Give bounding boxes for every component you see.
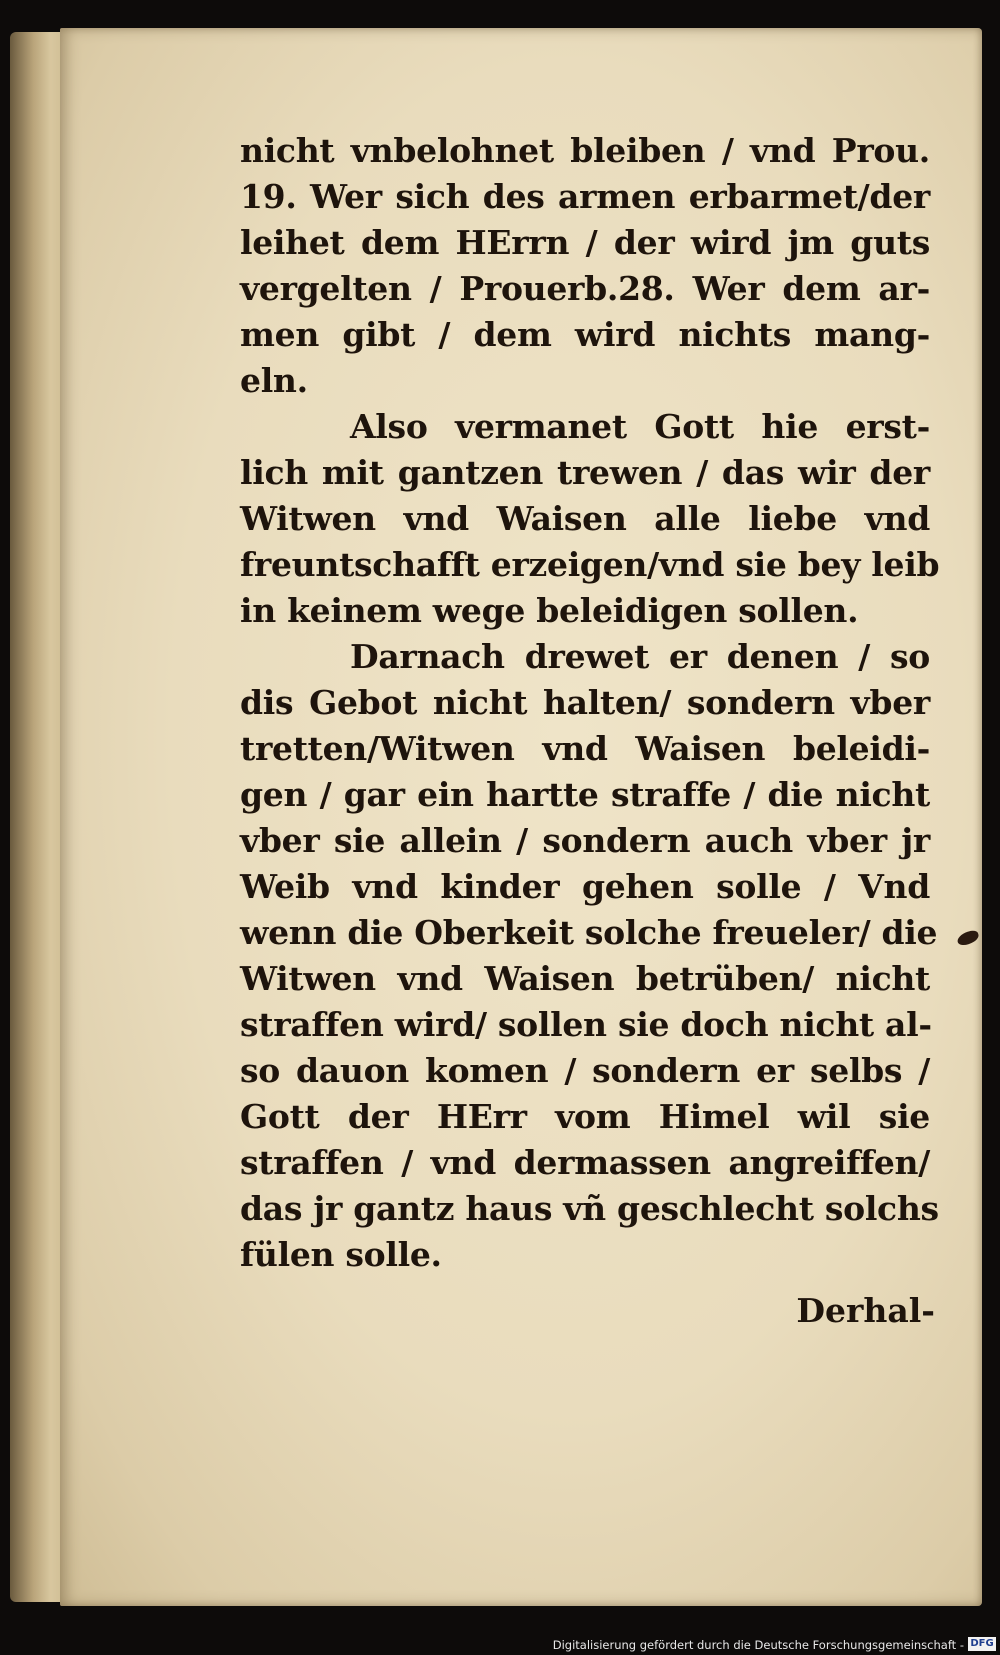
text-line: Gott der HErr vom Himel wil sie <box>240 1097 930 1136</box>
text-line: Also vermanet Gott hie erst- <box>350 407 930 446</box>
text-line: fülen solle. <box>240 1235 442 1274</box>
text-line: in keinem wege beleidigen sollen. <box>240 591 859 630</box>
text-line: das jr gantz haus vñ geschlecht solchs <box>240 1189 939 1228</box>
text-line: straffen / vnd dermassen angreiffen/ <box>240 1143 930 1182</box>
text-line: vber sie allein / sondern auch vber jr <box>240 821 930 860</box>
text-line: dis Gebot nicht halten/ sondern vber <box>240 683 930 722</box>
text-line: freuntschafft erzeigen/vnd sie bey leib <box>240 545 940 584</box>
text-line: Darnach drewet er denen / so <box>350 637 930 676</box>
text-line: men gibt / dem wird nichts mang- <box>240 315 930 354</box>
text-line: so dauon komen / sondern er selbs / <box>240 1051 930 1090</box>
text-line: eln. <box>240 361 308 400</box>
text-line: Witwen vnd Waisen alle liebe vnd <box>240 499 930 538</box>
text-line: Witwen vnd Waisen betrüben/ nicht <box>240 959 930 998</box>
text-line: gen / gar ein hartte straffe / die nicht <box>240 775 930 814</box>
dfg-logo-icon: DFG <box>968 1637 996 1651</box>
text-line: lich mit gantzen trewen / das wir der <box>240 453 930 492</box>
text-line: 19. Wer sich des armen erbarmet/der <box>240 177 930 216</box>
text-line: tretten/Witwen vnd Waisen beleidi- <box>240 729 930 768</box>
text-line: Weib vnd kinder gehen solle / Vnd <box>240 867 930 906</box>
text-line: straffen wird/ sollen sie doch nicht al- <box>240 1005 932 1044</box>
text-line: leihet dem HErrn / der wird jm guts <box>240 223 930 262</box>
text-line: wenn die Oberkeit solche freueler/ die <box>240 913 938 952</box>
text-line: nicht vnbelohnet bleiben / vnd Prou. <box>240 131 930 170</box>
text-line: vergelten / Prouerb.28. Wer dem ar- <box>240 269 930 308</box>
catchword: Derhal- <box>796 1291 935 1330</box>
digitization-credit: Digitalisierung gefördert durch die Deutsche Forschungsgemeinschaft - <box>552 1638 964 1652</box>
